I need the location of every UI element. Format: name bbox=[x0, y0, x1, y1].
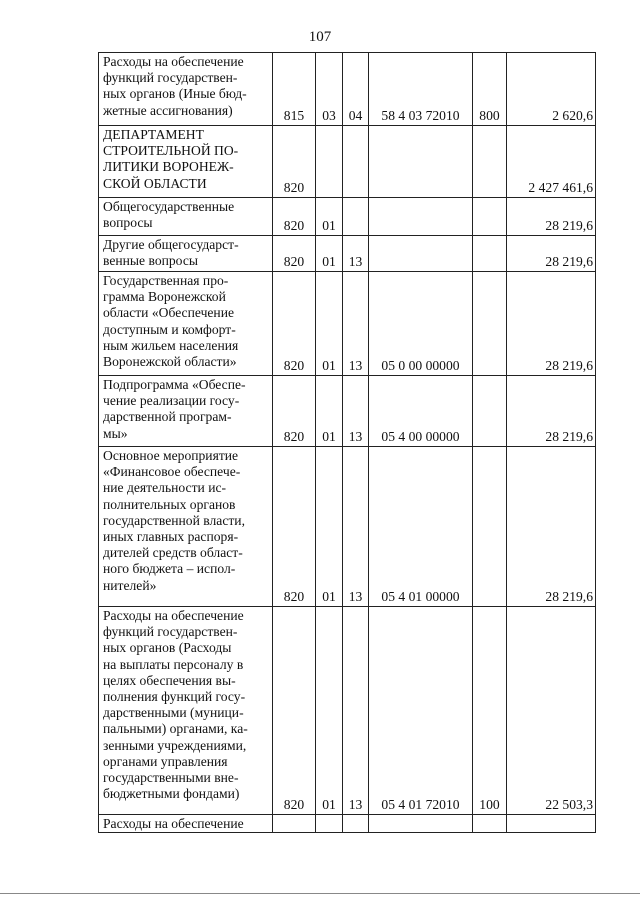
row-vr bbox=[473, 236, 507, 272]
row-csr: 05 4 01 72010 bbox=[369, 607, 473, 815]
row-gr: 820 bbox=[273, 236, 316, 272]
table-row bbox=[99, 236, 596, 272]
row-pr: 13 bbox=[343, 236, 369, 272]
row-rz: 01 bbox=[316, 198, 343, 236]
row-sum: 2 620,6 bbox=[507, 53, 596, 126]
row-csr bbox=[369, 198, 473, 236]
row-sum: 2 427 461,6 bbox=[507, 126, 596, 198]
table-row bbox=[99, 815, 596, 833]
row-pr bbox=[343, 198, 369, 236]
row-pr: 13 bbox=[343, 447, 369, 607]
row-pr: 13 bbox=[343, 607, 369, 815]
row-vr bbox=[473, 815, 507, 833]
row-vr bbox=[473, 272, 507, 376]
scan-edge-line bbox=[0, 893, 640, 894]
row-gr: 820 bbox=[273, 272, 316, 376]
row-sum bbox=[507, 815, 596, 833]
row-rz bbox=[316, 126, 343, 198]
page-number: 107 bbox=[308, 29, 332, 45]
row-name: Основное мероприятие «Финансовое обеспече- ние деятельности ис- полнительных органов государственной власти, иных главных распоря- дителей средств област- ного бюджета – испол- нителей» bbox=[99, 447, 273, 607]
row-name: Расходы на обеспечение bbox=[99, 815, 273, 833]
table-row bbox=[99, 607, 596, 815]
row-csr: 05 4 00 00000 bbox=[369, 376, 473, 447]
row-name: ДЕПАРТАМЕНТ СТРОИТЕЛЬНОЙ ПО- ЛИТИКИ ВОРОНЕЖ- СКОЙ ОБЛАСТИ bbox=[99, 126, 273, 198]
row-name: Подпрограмма «Обеспе- чение реализации госу- дарственной програм- мы» bbox=[99, 376, 273, 447]
row-rz bbox=[316, 815, 343, 833]
row-gr: 820 bbox=[273, 198, 316, 236]
row-rz: 01 bbox=[316, 272, 343, 376]
row-vr bbox=[473, 126, 507, 198]
row-vr bbox=[473, 198, 507, 236]
row-gr: 820 bbox=[273, 376, 316, 447]
row-csr bbox=[369, 236, 473, 272]
row-sum: 28 219,6 bbox=[507, 376, 596, 447]
row-sum: 28 219,6 bbox=[507, 198, 596, 236]
table-row bbox=[99, 53, 596, 126]
row-gr: 820 bbox=[273, 607, 316, 815]
row-pr: 13 bbox=[343, 376, 369, 447]
row-csr bbox=[369, 126, 473, 198]
row-csr: 05 0 00 00000 bbox=[369, 272, 473, 376]
row-sum: 28 219,6 bbox=[507, 236, 596, 272]
table-row bbox=[99, 272, 596, 376]
row-name: Общегосударственные вопросы bbox=[99, 198, 273, 236]
row-csr: 58 4 03 72010 bbox=[369, 53, 473, 126]
row-vr: 100 bbox=[473, 607, 507, 815]
row-name: Государственная про- грамма Воронежской области «Обеспечение доступным и комфорт- ным жильем населения Воронежской области» bbox=[99, 272, 273, 376]
row-vr bbox=[473, 447, 507, 607]
row-rz: 01 bbox=[316, 607, 343, 815]
row-vr: 800 bbox=[473, 53, 507, 126]
row-name: Расходы на обеспечение функций государствен- ных органов (Расходы на выплаты персоналу в целях обеспечения вы- полнения функций госу- дарственными (муници- пальными) органами, ка- зенными учреждениями, органами управления государственными вне- бюджетными фондами) bbox=[99, 607, 273, 815]
row-rz: 01 bbox=[316, 236, 343, 272]
row-pr bbox=[343, 815, 369, 833]
row-sum: 28 219,6 bbox=[507, 272, 596, 376]
table-row bbox=[99, 447, 596, 607]
row-gr: 820 bbox=[273, 447, 316, 607]
row-sum: 28 219,6 bbox=[507, 447, 596, 607]
row-pr: 04 bbox=[343, 53, 369, 126]
row-csr: 05 4 01 00000 bbox=[369, 447, 473, 607]
row-vr bbox=[473, 376, 507, 447]
table-row bbox=[99, 376, 596, 447]
row-gr: 820 bbox=[273, 126, 316, 198]
row-gr: 815 bbox=[273, 53, 316, 126]
row-rz: 03 bbox=[316, 53, 343, 126]
row-sum: 22 503,3 bbox=[507, 607, 596, 815]
row-pr bbox=[343, 126, 369, 198]
row-pr: 13 bbox=[343, 272, 369, 376]
budget-table bbox=[98, 52, 596, 833]
table-row bbox=[99, 126, 596, 198]
row-name: Другие общегосударст- венные вопросы bbox=[99, 236, 273, 272]
row-csr bbox=[369, 815, 473, 833]
row-name: Расходы на обеспечение функций государствен- ных органов (Иные бюд- жетные ассигнования) bbox=[99, 53, 273, 126]
row-rz: 01 bbox=[316, 376, 343, 447]
table-row bbox=[99, 198, 596, 236]
row-gr bbox=[273, 815, 316, 833]
row-rz: 01 bbox=[316, 447, 343, 607]
